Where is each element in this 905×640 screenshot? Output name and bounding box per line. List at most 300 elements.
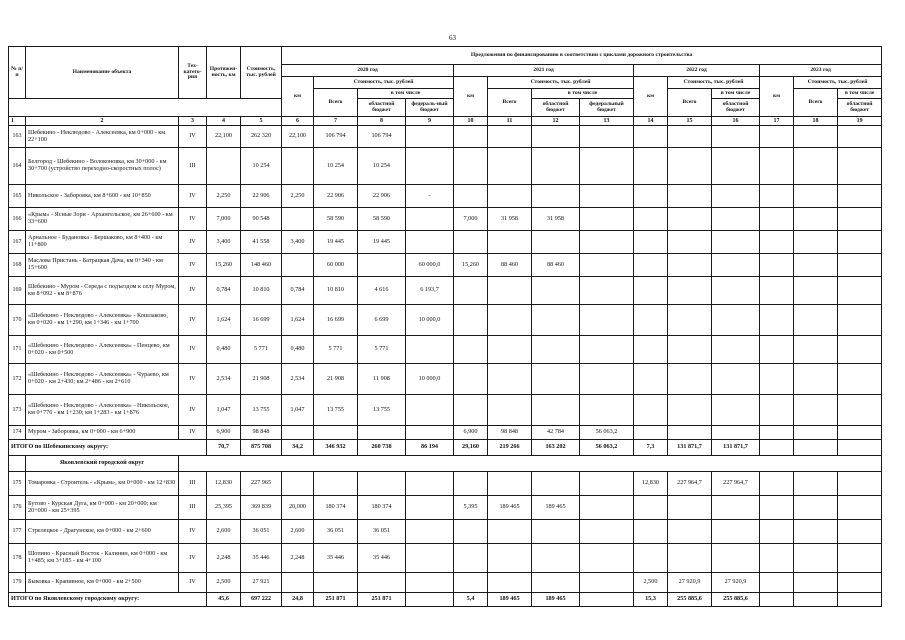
- row-number: 163: [9, 126, 26, 148]
- header-km-2023: км: [760, 77, 794, 117]
- cell-y22-total: [668, 426, 712, 440]
- cell-y20-km: [282, 208, 314, 231]
- cell-y20-fed: -: [406, 185, 454, 208]
- cell-y20-fed: [406, 520, 454, 544]
- cell-y21-reg: [532, 148, 580, 185]
- cell-y20-fed: [406, 472, 454, 496]
- section-title: Яковлевский городской округ: [26, 456, 179, 472]
- cell-y23-km: [760, 573, 794, 593]
- cell-y21-total: [488, 573, 532, 593]
- row-number: 173: [9, 395, 26, 426]
- cell-y23-km: [760, 305, 794, 336]
- cell-y20-total: 10 810: [314, 277, 358, 305]
- cell-y20-reg: 22 906: [358, 185, 406, 208]
- cost-thousand-rub: 41 558: [241, 231, 282, 254]
- cell-y21-km: [454, 277, 488, 305]
- length-km: 12,830: [207, 472, 241, 496]
- cell-y20-reg: [358, 573, 406, 593]
- cell-y22-km: [634, 254, 668, 277]
- header-no: № п/п: [9, 47, 26, 99]
- cell-y20-reg: 180 374: [358, 496, 406, 520]
- cell-y23-km: [760, 185, 794, 208]
- table-row: [9, 573, 882, 593]
- cell-y21-fed: [580, 208, 634, 231]
- object-name: Быковка - Крапивное, км 0+000 - км 2+500: [26, 573, 179, 593]
- cell-y22-reg: [712, 254, 760, 277]
- cell-y21-fed: [580, 496, 634, 520]
- table-row: [9, 520, 882, 544]
- row-number: 174: [9, 426, 26, 440]
- cell-y20-km: [282, 472, 314, 496]
- cell-y21-total: [488, 148, 532, 185]
- object-name: Шебекино - Муром - Середа с подъездом к селу Муром, км 8+092 - км 8+876: [26, 277, 179, 305]
- row-number: 179: [9, 573, 26, 593]
- header-cost-2021: Стоимость, тыс. рублей: [488, 77, 634, 89]
- cell-y21-reg: [532, 573, 580, 593]
- cost-thousand-rub: 262 320: [241, 126, 282, 148]
- header-federal-2020: федераль-ный бюджет: [406, 99, 454, 117]
- cell-y23-total: [794, 231, 838, 254]
- cell-y22-reg: [712, 231, 760, 254]
- table-row: [9, 277, 882, 305]
- cell-y21-fed: [580, 231, 634, 254]
- cell-y21-reg: [532, 336, 580, 364]
- cell-y23-reg: [838, 336, 882, 364]
- cell-y22-total: [668, 496, 712, 520]
- object-name: Белгород - Шебекино - Волоконовка, км 30+000 - км 30+700 (устройство переходно-скоростных полос): [26, 148, 179, 185]
- cost-thousand-rub: 369 839: [241, 496, 282, 520]
- header-length: Протяжен-ность, км: [207, 47, 241, 99]
- cell-y21-km: [454, 364, 488, 395]
- cell-y22-reg: [712, 277, 760, 305]
- cell-y22-km: [634, 395, 668, 426]
- cell-y21-km: [454, 148, 488, 185]
- cell-y23-total: [794, 148, 838, 185]
- cell-y20-total: 35 446: [314, 544, 358, 573]
- table-row: [9, 126, 882, 148]
- cell-y20-total: 21 908: [314, 364, 358, 395]
- cost-thousand-rub: 13 755: [241, 395, 282, 426]
- cell-y20-total: 19 445: [314, 231, 358, 254]
- row-number: 172: [9, 364, 26, 395]
- cell-y22-total: [668, 305, 712, 336]
- tech-category: III: [179, 496, 207, 520]
- length-km: 25,395: [207, 496, 241, 520]
- column-number: 3: [179, 117, 207, 126]
- total-row: [9, 440, 882, 456]
- cost-thousand-rub: 21 908: [241, 364, 282, 395]
- header-total-2022: Всего: [668, 89, 712, 117]
- cell-y20-reg: 58 590: [358, 208, 406, 231]
- column-number: 5: [241, 117, 282, 126]
- cell-y22-reg: [712, 336, 760, 364]
- cell-y23-reg: [838, 426, 882, 440]
- cell-y23-reg: [838, 277, 882, 305]
- total-length: 45,6: [207, 593, 241, 607]
- cell-y21-fed: [580, 148, 634, 185]
- cell-y23-total: [794, 126, 838, 148]
- cost-thousand-rub: 16 699: [241, 305, 282, 336]
- tech-category: IV: [179, 520, 207, 544]
- cell-y23-km: [760, 254, 794, 277]
- cell-y23-km: [760, 544, 794, 573]
- section-row: [9, 456, 882, 472]
- length-km: 2,248: [207, 544, 241, 573]
- tech-category: IV: [179, 126, 207, 148]
- total-y23-reg: [838, 593, 882, 607]
- header-total-2021: Всего: [488, 89, 532, 117]
- cell-y20-fed: [406, 208, 454, 231]
- cell-y20-km: 2,250: [282, 185, 314, 208]
- cell-y20-total: 16 699: [314, 305, 358, 336]
- cell-y21-total: [488, 126, 532, 148]
- header-km-2021: км: [454, 77, 488, 117]
- cell-y23-reg: [838, 573, 882, 593]
- cell-y22-total: [668, 254, 712, 277]
- row-number: 165: [9, 185, 26, 208]
- cell-y23-reg: [838, 544, 882, 573]
- cell-y20-reg: 35 446: [358, 544, 406, 573]
- cell-y21-fed: [580, 472, 634, 496]
- cell-y20-fed: [406, 544, 454, 573]
- cell-y23-km: [760, 126, 794, 148]
- column-number: 17: [760, 117, 794, 126]
- object-name: Никольское - Заборовка, км 8+600 - км 10+850: [26, 185, 179, 208]
- cost-thousand-rub: 36 051: [241, 520, 282, 544]
- cell-y21-reg: [532, 520, 580, 544]
- cell-y22-total: [668, 126, 712, 148]
- cell-y21-total: 31 958: [488, 208, 532, 231]
- cell-y21-total: [488, 364, 532, 395]
- length-km: 2,500: [207, 573, 241, 593]
- total-y21-km: 5,4: [454, 593, 488, 607]
- total-cost: 875 708: [241, 440, 282, 456]
- column-number: 16: [712, 117, 760, 126]
- object-name: Шебекино - Неклюдово - Алексеевка, км 0+000 - км 22+100: [26, 126, 179, 148]
- length-km: 22,100: [207, 126, 241, 148]
- table-row: [9, 305, 882, 336]
- cell-y23-km: [760, 148, 794, 185]
- cell-y22-km: [634, 126, 668, 148]
- table-row: [9, 185, 882, 208]
- total-y22-reg: 131 871,7: [712, 440, 760, 456]
- row-number: 176: [9, 496, 26, 520]
- cell-y22-total: 227 964,7: [668, 472, 712, 496]
- cell-y21-reg: [532, 364, 580, 395]
- cell-y20-reg: 10 254: [358, 148, 406, 185]
- column-number: 18: [794, 117, 838, 126]
- cell-y20-fed: 10 000,0: [406, 305, 454, 336]
- cell-y20-km: 2,534: [282, 364, 314, 395]
- total-y20-total: 251 871: [314, 593, 358, 607]
- column-number: 10: [454, 117, 488, 126]
- cell-y20-total: 5 771: [314, 336, 358, 364]
- object-name: Шопино - Красный Восток - Калинин, км 0+000 - км 1+485; км 3+185 - км 4+100: [26, 544, 179, 573]
- total-y20-km: 24,8: [282, 593, 314, 607]
- cell-y22-total: [668, 364, 712, 395]
- cell-y23-reg: [838, 126, 882, 148]
- cost-thousand-rub: 10 810: [241, 277, 282, 305]
- cell-y22-total: [668, 185, 712, 208]
- cell-y20-total: 13 755: [314, 395, 358, 426]
- cost-thousand-rub: 35 446: [241, 544, 282, 573]
- cell-y21-reg: [532, 544, 580, 573]
- cell-y21-km: 5,395: [454, 496, 488, 520]
- cell-y23-total: [794, 185, 838, 208]
- cell-y21-total: [488, 185, 532, 208]
- object-name: «Шебекино - Неклюдово - Алексеевка» - Никольское, км 0+776 - км 1+230; км 1+283 - км 1+876: [26, 395, 179, 426]
- column-number: 15: [668, 117, 712, 126]
- object-name: «Крым» - Ясные Зори - Архангельское, км 26+600 - км 33+600: [26, 208, 179, 231]
- cell-y20-reg: 5 771: [358, 336, 406, 364]
- row-number: 178: [9, 544, 26, 573]
- cell-y23-reg: [838, 364, 882, 395]
- cell-y22-reg: 227 964,7: [712, 472, 760, 496]
- tech-category: IV: [179, 426, 207, 440]
- header-regional-2022: областной бюджет: [712, 99, 760, 117]
- column-number: 4: [207, 117, 241, 126]
- cell-y20-fed: 10 000,0: [406, 364, 454, 395]
- cell-y23-total: [794, 254, 838, 277]
- total-y20-reg: 260 738: [358, 440, 406, 456]
- section-spacer: [9, 456, 26, 472]
- cell-y20-km: 22,100: [282, 126, 314, 148]
- cell-y20-reg: 36 051: [358, 520, 406, 544]
- cell-y23-km: [760, 496, 794, 520]
- cell-y20-fed: [406, 573, 454, 593]
- total-y23-reg: [838, 440, 882, 456]
- cell-y23-reg: [838, 148, 882, 185]
- object-name: Арнальное - Будановка - Бершаково, км 8+400 - км 11+800: [26, 231, 179, 254]
- cell-y20-total: [314, 573, 358, 593]
- table-row: [9, 426, 882, 440]
- header-cost-2023: Стоимость, тыс. рублей: [794, 77, 882, 89]
- cell-y22-reg: [712, 496, 760, 520]
- section-spacer: [179, 456, 882, 472]
- cell-y20-reg: [358, 254, 406, 277]
- cell-y20-km: 1,624: [282, 305, 314, 336]
- cell-y23-reg: [838, 472, 882, 496]
- cell-y22-km: [634, 426, 668, 440]
- cell-y23-km: [760, 364, 794, 395]
- column-number: 2: [26, 117, 179, 126]
- tech-category: IV: [179, 336, 207, 364]
- cell-y21-fed: [580, 573, 634, 593]
- column-number: 8: [358, 117, 406, 126]
- table-row: [9, 148, 882, 185]
- table-row: [9, 208, 882, 231]
- column-number: 12: [532, 117, 580, 126]
- length-km: 2,534: [207, 364, 241, 395]
- total-y22-reg: 255 885,6: [712, 593, 760, 607]
- header-including-2023: в том числе: [838, 89, 882, 99]
- tech-category: IV: [179, 231, 207, 254]
- cell-y22-km: [634, 496, 668, 520]
- cost-thousand-rub: 90 548: [241, 208, 282, 231]
- cell-y22-reg: [712, 544, 760, 573]
- total-y21-km: 29,160: [454, 440, 488, 456]
- cell-y21-total: [488, 544, 532, 573]
- total-cost: 697 222: [241, 593, 282, 607]
- cell-y20-fed: [406, 395, 454, 426]
- length-km: [207, 148, 241, 185]
- cell-y22-km: [634, 277, 668, 305]
- cell-y21-fed: [580, 305, 634, 336]
- cell-y22-total: [668, 544, 712, 573]
- table-row: [9, 395, 882, 426]
- cell-y23-km: [760, 426, 794, 440]
- length-km: 1,624: [207, 305, 241, 336]
- cell-y20-fed: [406, 496, 454, 520]
- cost-thousand-rub: 5 771: [241, 336, 282, 364]
- cell-y22-reg: [712, 364, 760, 395]
- row-number: 168: [9, 254, 26, 277]
- total-y21-reg: 189 465: [532, 593, 580, 607]
- row-number: 170: [9, 305, 26, 336]
- cell-y20-fed: [406, 336, 454, 364]
- cell-y20-total: [314, 426, 358, 440]
- cell-y20-km: 3,400: [282, 231, 314, 254]
- column-number: 6: [282, 117, 314, 126]
- cell-y22-km: [634, 305, 668, 336]
- header-km-2022: км: [634, 77, 668, 117]
- cell-y22-km: [634, 208, 668, 231]
- header-proposals: Предложения по финансированию в соответствии с циклами дорожного строительства: [282, 47, 882, 65]
- column-number: 14: [634, 117, 668, 126]
- object-name: Муром - Заборовка, км 0+000 - км 6+900: [26, 426, 179, 440]
- cell-y22-reg: [712, 126, 760, 148]
- cell-y21-km: [454, 185, 488, 208]
- row-number: 169: [9, 277, 26, 305]
- total-y20-fed: 86 194: [406, 440, 454, 456]
- cell-y21-km: [454, 336, 488, 364]
- cell-y23-reg: [838, 208, 882, 231]
- cell-y22-total: [668, 231, 712, 254]
- total-y22-total: 131 871,7: [668, 440, 712, 456]
- cell-y21-fed: [580, 544, 634, 573]
- column-number: 11: [488, 117, 532, 126]
- header-year-2022: 2022 год: [634, 65, 760, 77]
- cell-y22-km: [634, 520, 668, 544]
- cell-y21-total: [488, 472, 532, 496]
- page-number: 63: [449, 34, 456, 42]
- cell-y22-reg: [712, 208, 760, 231]
- row-number: 175: [9, 472, 26, 496]
- cell-y23-total: [794, 305, 838, 336]
- tech-category: IV: [179, 208, 207, 231]
- cell-y22-reg: [712, 395, 760, 426]
- cell-y20-km: [282, 426, 314, 440]
- cell-y21-km: [454, 472, 488, 496]
- total-label: ИТОГО по Яковлевскому городскому округу:: [9, 593, 207, 607]
- cell-y22-reg: [712, 520, 760, 544]
- column-number: 19: [838, 117, 882, 126]
- header-cost: Стоимость, тыс. рублей: [241, 47, 282, 99]
- cell-y21-km: [454, 573, 488, 593]
- object-name: Стрелецкое - Драгунское, км 0+000 - км 2+600: [26, 520, 179, 544]
- cell-y23-reg: [838, 305, 882, 336]
- length-km: 0,480: [207, 336, 241, 364]
- cell-y21-km: 6,900: [454, 426, 488, 440]
- cell-y20-km: 1,047: [282, 395, 314, 426]
- total-y21-reg: 163 202: [532, 440, 580, 456]
- length-km: 3,400: [207, 231, 241, 254]
- tech-category: III: [179, 148, 207, 185]
- cell-y23-reg: [838, 254, 882, 277]
- cell-y23-reg: [838, 520, 882, 544]
- object-name: «Шебекино - Неклюдово - Алексеевка» - Кошлаково, км 0+020 - км 1+290, км 1+346 - км 1+700: [26, 305, 179, 336]
- cell-y21-fed: [580, 520, 634, 544]
- cell-y21-total: [488, 520, 532, 544]
- cell-y22-km: [634, 185, 668, 208]
- cell-y21-total: 88 460: [488, 254, 532, 277]
- header-total-2023: Всего: [794, 89, 838, 117]
- cell-y21-km: 15,260: [454, 254, 488, 277]
- cell-y23-km: [760, 336, 794, 364]
- cell-y20-fed: [406, 126, 454, 148]
- cell-y20-total: 106 794: [314, 126, 358, 148]
- cell-y23-total: [794, 496, 838, 520]
- column-number: 7: [314, 117, 358, 126]
- total-y20-km: 34,2: [282, 440, 314, 456]
- cell-y21-reg: [532, 231, 580, 254]
- cell-y21-fed: 56 063,2: [580, 426, 634, 440]
- cell-y23-total: [794, 520, 838, 544]
- cell-y21-total: [488, 277, 532, 305]
- cell-y23-km: [760, 277, 794, 305]
- cell-y21-km: [454, 520, 488, 544]
- table-row: [9, 364, 882, 395]
- cell-y20-total: 10 254: [314, 148, 358, 185]
- cell-y20-km: [282, 148, 314, 185]
- cell-y21-fed: [580, 277, 634, 305]
- tech-category: IV: [179, 364, 207, 395]
- cell-y22-reg: [712, 305, 760, 336]
- header-cost-2020: Стоимость, тыс. рублей: [314, 77, 454, 89]
- cell-y22-reg: [712, 148, 760, 185]
- cell-y23-reg: [838, 185, 882, 208]
- cell-y20-km: [282, 254, 314, 277]
- cell-y20-reg: [358, 426, 406, 440]
- cell-y20-km: 0,784: [282, 277, 314, 305]
- total-y20-fed: [406, 593, 454, 607]
- total-y21-total: 219 266: [488, 440, 532, 456]
- header-km-2020: км: [282, 77, 314, 117]
- cell-y23-km: [760, 520, 794, 544]
- row-number: 166: [9, 208, 26, 231]
- cell-y22-total: [668, 208, 712, 231]
- cell-y21-km: [454, 231, 488, 254]
- cell-y21-km: [454, 395, 488, 426]
- tech-category: IV: [179, 277, 207, 305]
- cell-y20-total: [314, 472, 358, 496]
- header-including-2021: в том числе: [532, 89, 634, 99]
- cell-y22-km: 2,500: [634, 573, 668, 593]
- cell-y21-total: [488, 395, 532, 426]
- header-total-2020: Всего: [314, 89, 358, 117]
- cell-y20-reg: 11 908: [358, 364, 406, 395]
- cell-y22-km: [634, 336, 668, 364]
- cell-y21-total: 98 848: [488, 426, 532, 440]
- cell-y23-km: [760, 472, 794, 496]
- cell-y21-reg: 31 958: [532, 208, 580, 231]
- object-name: «Шебекино - Неклюдово - Алексеевка» - Чураево, км 0+020 - км 2+430; км 2+486 - км 2+610: [26, 364, 179, 395]
- table-row: [9, 254, 882, 277]
- cell-y23-total: [794, 395, 838, 426]
- total-y20-reg: 251 871: [358, 593, 406, 607]
- cell-y23-total: [794, 277, 838, 305]
- tech-category: IV: [179, 305, 207, 336]
